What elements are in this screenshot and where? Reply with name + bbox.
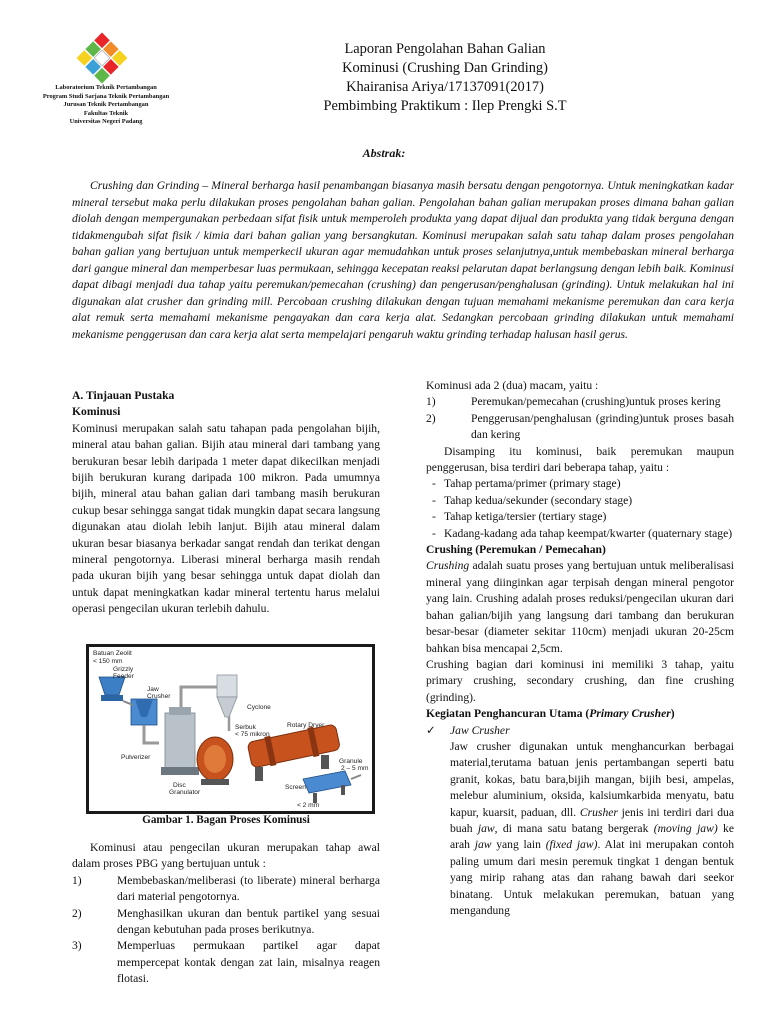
crushing-heading: Crushing (Peremukan / Pemecahan) xyxy=(426,543,606,557)
label-grizzly: Grizzly xyxy=(113,666,134,673)
crushing-paragraph xyxy=(426,558,734,656)
institution-line: Fakultas Teknik xyxy=(83,109,129,117)
label-serbuk: Serbuk xyxy=(235,724,256,731)
stage-text: Kadang-kadang ada tahap keempat/kwarter (quaternary stage) xyxy=(444,526,733,540)
jaw-crusher-paragraph xyxy=(426,739,734,919)
stage-text: Tahap ketiga/tersier (tertiary stage) xyxy=(444,510,607,524)
label-feeder: Feeder xyxy=(113,673,134,680)
report-header xyxy=(268,40,622,116)
section-heading: A. Tinjauan Pustaka xyxy=(72,389,175,402)
jaw-crusher-item xyxy=(426,723,734,739)
list-text: Menghasilkan ukuran dan bentuk partikel yang sesuai dengan kebutuhan pada proses berikutnya. xyxy=(117,906,380,937)
comminution-diagram xyxy=(86,644,375,814)
label-disc: Disc xyxy=(173,782,186,789)
list-item xyxy=(72,938,380,987)
text-part: . Alat ini merupakan contoh paling umum dari mesin peremuk tingkat 1 dengan bentuk yang mirip rahang atas dan rahang bawah dari seekor binatang. Untuk melakukan peremukan, batuan yang mengandung xyxy=(450,838,734,917)
list-text: Peremukan/pemecahan (crushing)untuk proses kering xyxy=(471,395,721,409)
list-number: 3) xyxy=(72,939,82,953)
text-part: Jaw crusher digunakan untuk menghancurkan berbagai material,terutama batuan jenis pertambangan seperti batu granit, kokas, batu bara,bijih mangan, bijih besi, ampelas, melebur aluminium, oksida, kalsiumkarbida menyatu, batu kapur, kuarsit, paduan, dll. xyxy=(450,739,734,819)
list-item xyxy=(72,873,380,906)
list-item: - Kadang-kadang ada tahap keempat/kwarter (quaternary stage) xyxy=(426,526,734,542)
list-text: Penggerusan/penghalusan (grinding)untuk proses basah dan kering xyxy=(471,411,734,442)
label-serbuk-size: < 75 mikron xyxy=(235,731,270,738)
institution-block xyxy=(18,84,194,127)
abstract-body xyxy=(72,178,734,343)
text-part: , di mana satu batang bergerak xyxy=(494,821,654,835)
list-item: - Tahap kedua/sekunder (secondary stage) xyxy=(426,493,734,509)
checkmark-icon: ✓ xyxy=(426,723,436,737)
label-screen: Screen xyxy=(285,784,306,791)
label-jaw: Jaw xyxy=(147,686,159,693)
text-part: (moving jaw) xyxy=(653,821,718,835)
types-intro: Kominusi ada 2 (dua) macam, yaitu : xyxy=(426,379,599,392)
label-granulator: Granulator xyxy=(169,789,201,796)
feeder-base-icon xyxy=(101,695,123,701)
list-text: Memperluas permukaan partikel agar dapat mempercepat kontak dengan zat lain, misalnya reagen flotasi. xyxy=(117,939,380,986)
list-number: 2) xyxy=(72,906,82,920)
list-item xyxy=(426,411,734,444)
heading-part: Primary Crusher xyxy=(589,707,671,721)
abstract-text: Crushing dan Grinding – Mineral berharga hasil penambangan biasanya masih bersatu dengan pengotornya. Untuk meningkatkan kadar mineral tersebut maka perlu dilakukan proses pengolahan bahan galian. Pengolahan bahan galian merupakan proses dimana bahan galian diolah dengan mempergunakan perbedaan sifat fisik untuk memperoleh produkta yang dapat dijual dan produkta yang tidak berguna dengan tidakmengubah sifat fisik / kimia dari bahan galian yang bersangkutan. Kominusi merupakan salah satu tahap dalam proses pengolahan bahan galian yang bertujuan untuk memperkecil ukuran agar memudahkan untuk proses selanjutnya,untuk membebaskan mineral berharga dari gangue mineral dan memperbesar luas permukaan, sehingga kecepatan reaksi pelarutan dapat berlangsung dengan lebih baik. Kominusi dapat dibagi menjadi dua tahap yaitu peremukan/pemecahan (crushing) dan pengerusan/penghalusan (grinding). Untuk melakukan hal ini digunakan alat crusher dan grinding mill. Percobaan crushing dilakukan dengan tujuan memahami mekanisme peremukan dan cara kerja alat remuk serta memahami mekanisme pengayakan dan cara kerja alat. Sedangkan percobaan grinding dilakukan untuk memahami mekanisme penggerusan dan cara kerja alat serta mempelajari pengaruh waktu grinding terhadap halusan hasil gerus. xyxy=(72,179,734,341)
list-number: 2) xyxy=(426,411,436,425)
stage-text: Tahap kedua/sekunder (secondary stage) xyxy=(444,493,633,507)
heading-part: ) xyxy=(670,707,675,721)
label-cyclone: Cyclone xyxy=(247,704,271,711)
crushing-stages-paragraph: Crushing bagian dari kominusi ini memiliki 3 tahap, yaitu primary crushing, secondary crushing, dan fine crushing (grinding). xyxy=(426,657,734,704)
author-line: Khairanisa Ariya/17137091(2017) xyxy=(346,79,544,95)
process-flow-diagram xyxy=(89,647,372,811)
label-fine-size: < 2 mm xyxy=(297,802,320,809)
cyclone-icon xyxy=(217,675,237,697)
list-number: 1) xyxy=(426,395,436,409)
left-column xyxy=(72,388,380,618)
list-text: Membebaskan/meliberasi (to liberate) mineral berharga dari material pengotornya. xyxy=(117,873,380,904)
list-item xyxy=(72,906,380,939)
stages-intro: Disamping itu kominusi, baik peremukan maupun penggerusan, bisa terdiri dari beberapa tahap, yaitu : xyxy=(426,444,734,475)
institution-line: Laboratorium Teknik Pertambangan xyxy=(55,84,157,91)
text-part: jenis ini terdiri dari dua buah xyxy=(450,805,734,835)
crushing-text: adalah suatu proses yang bertujuan untuk meliberalisasi mineral yang diinginkan agar terpisah dengan mineral pengotor yang lain. Crushing adalah proses reduksi/pengecilan ukuran dari bahan galian/bijih yang langsung dari tambang dan berukuran besar-besar (diameter sekitar 110cm) menjadi ukuran 20-25cm bahkan bisa mencapai 2,5cm. xyxy=(426,559,734,655)
report-subtitle: Kominusi (Crushing Dan Grinding) xyxy=(342,60,548,76)
text-part: yang lain xyxy=(491,838,546,852)
label-crusher: Crusher xyxy=(147,693,171,700)
institution-line: Program Studi Sarjana Teknik Pertambangan xyxy=(42,92,170,100)
label-zeolite-size: < 150 mm xyxy=(93,658,123,665)
primary-crusher-heading xyxy=(426,706,734,722)
laboratory-logo-icon xyxy=(74,30,130,86)
label-pulverizer: Pulverizer xyxy=(121,754,151,761)
pulverizer-icon xyxy=(165,713,195,771)
kominusi-paragraph: Kominusi merupakan salah satu tahapan pada pengolahan bijih, mineral atau bahan galian. Bijih atau mineral dari tambang yang berukuran besar lebih daripada 1 meter dapat dikecilkan menjadi bijih berukuran kurang daripada 100 mikron. Pada umumnya bijih, mineral atau bahan galian dari tambang masih berukuran cukup besar sehingga sangat tidak mungkin dapat secara langsung digunakan atau diolah lebih lanjut. Bijih atau mineral dalam ukuran besar biasanya berkadar sangat rendah dan terikat dengan mineral pengotornya. Liberasi mineral berharga masih rendah pada ukuran bijih yang besar sehingga untuk dapat diolah dan untuk dapat meningkatkan kadar mineral tertentu harus melalui operasi pengecilan ukuran terlebih dahulu. xyxy=(72,421,380,616)
list-item xyxy=(426,394,734,410)
list-item: - Tahap pertama/primer (primary stage) xyxy=(426,476,734,492)
institution-line: Universitas Negeri Padang xyxy=(69,118,143,126)
text-part: (fixed jaw) xyxy=(545,838,598,852)
label-granule-size: 2 – 5 mm xyxy=(341,765,369,772)
supervisor-line: Pembimbing Praktikum : Ilep Prengki S.T xyxy=(323,98,567,114)
crushing-term: Crushing xyxy=(426,559,470,573)
label-granule: Granule xyxy=(339,758,363,765)
jaw-crusher-title: Jaw Crusher xyxy=(450,723,510,737)
text-part: Crusher xyxy=(579,805,618,819)
figure-caption: Gambar 1. Bagan Proses Kominusi xyxy=(142,814,310,826)
label-rotary-dryer: Rotary Dryer xyxy=(287,722,325,729)
stage-text: Tahap pertama/primer (primary stage) xyxy=(444,477,621,491)
objectives-intro: Kominusi atau pengecilan ukuran merupakan tahap awal dalam proses PBG yang bertujuan untuk : xyxy=(72,841,380,871)
text-part: jaw xyxy=(477,821,495,835)
subsection-heading: Kominusi xyxy=(72,405,121,419)
abstract-title: Abstrak: xyxy=(362,146,406,160)
report-title: Laporan Pengolahan Bahan Galian xyxy=(344,41,546,57)
list-number: 1) xyxy=(72,873,82,887)
left-column-bottom xyxy=(72,840,380,988)
right-column xyxy=(426,378,734,919)
text-part: jaw xyxy=(474,838,492,852)
list-item: - Tahap ketiga/tersier (tertiary stage) xyxy=(426,509,734,525)
text-part: ke arah xyxy=(450,821,734,852)
heading-part: Kegiatan Penghancuran Utama ( xyxy=(426,707,590,721)
institution-line: Jurusan Teknik Pertambangan xyxy=(63,101,149,109)
label-zeolite: Batuan Zeolit xyxy=(93,650,132,657)
